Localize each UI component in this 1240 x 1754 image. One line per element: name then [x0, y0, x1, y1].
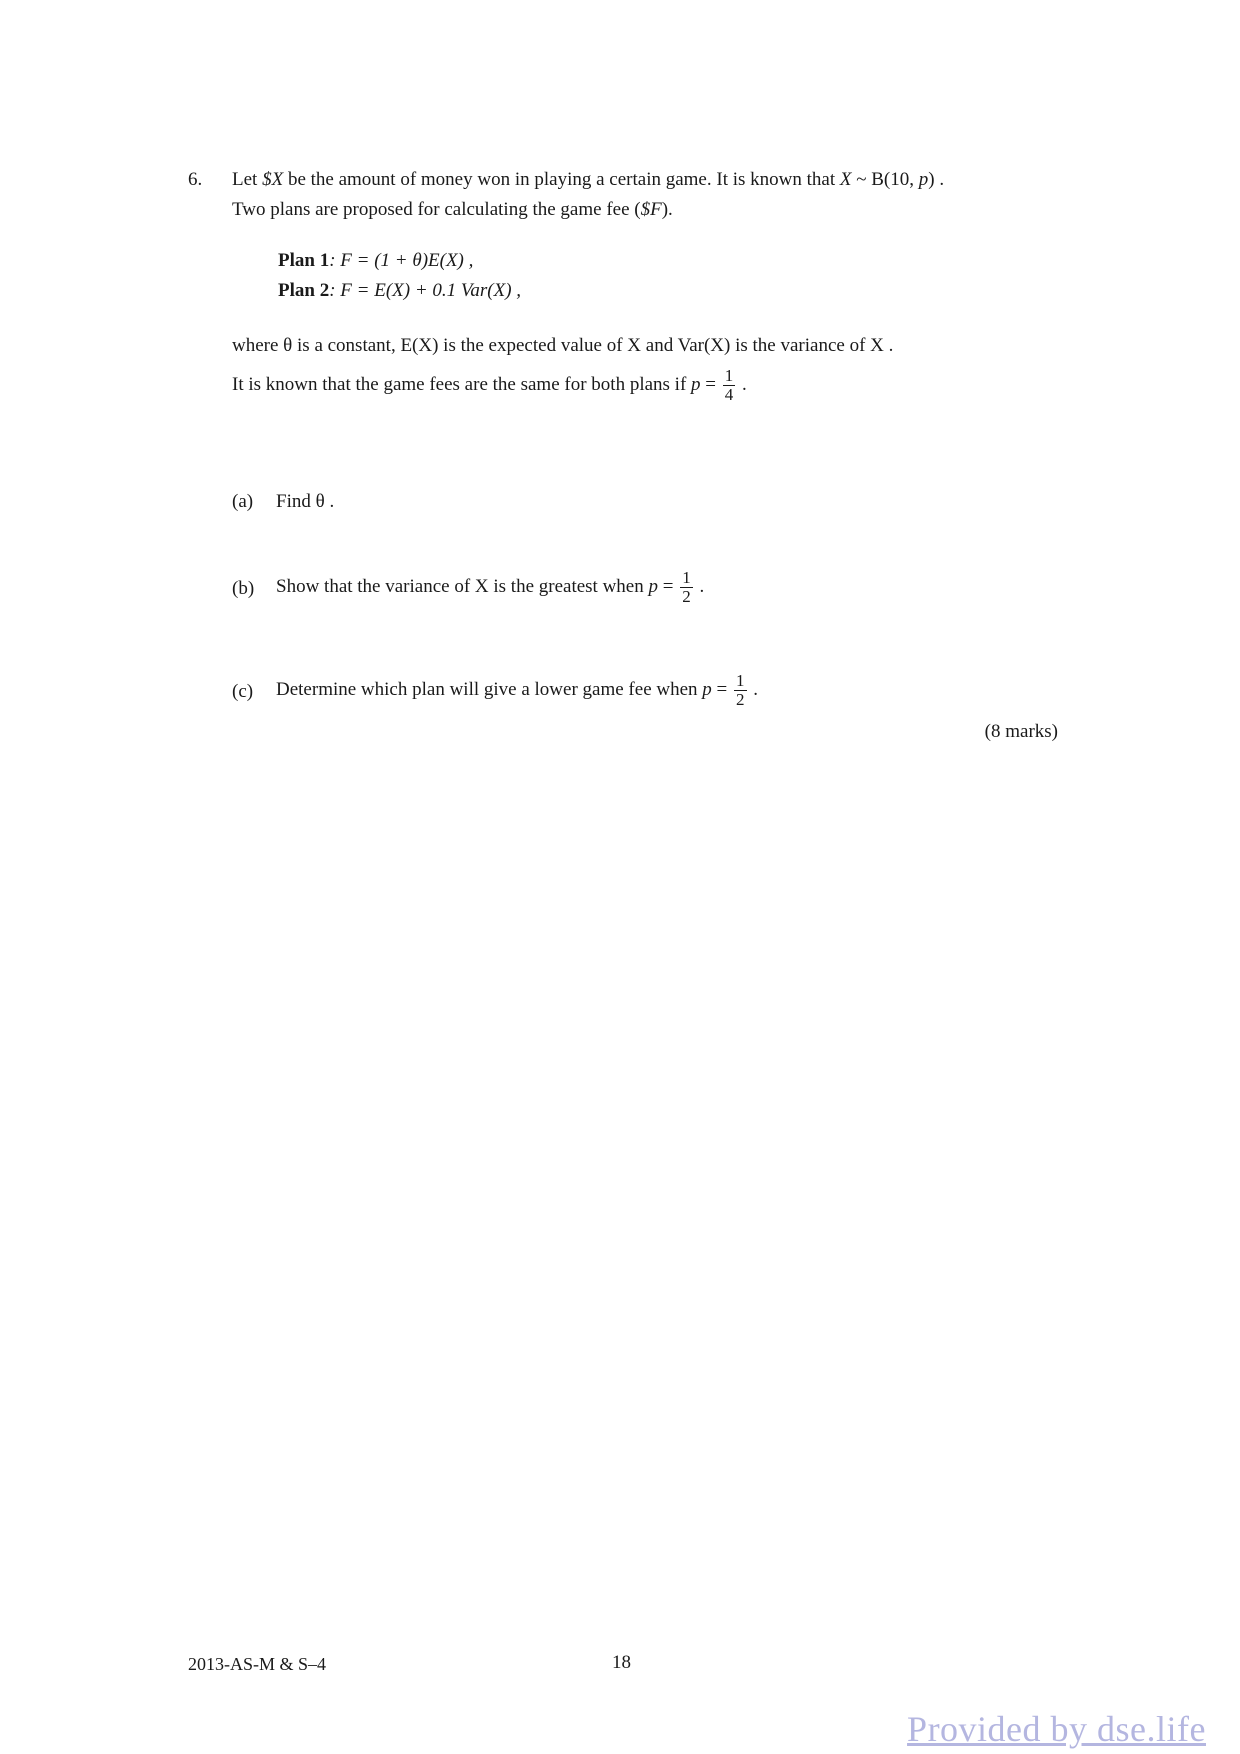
part-c-text: Determine which plan will give a lower game fee when p = $\frac{1}{2}$ . [276, 671, 759, 710]
fraction-one-half: $\frac{1}{2}$ [682, 568, 691, 607]
part-c-label: (c) [232, 681, 254, 702]
plan-2 [278, 279, 521, 303]
part-b-text: Show that the variance of X is the greatest when p = $\frac{1}{2}$ . [276, 568, 705, 607]
fraction-one-half: $\frac{1}{2}$ [736, 671, 745, 710]
watermark-link[interactable]: Provided by dse.life [907, 1709, 1206, 1749]
page-number: 18 [612, 1652, 631, 1673]
plan-1 [278, 249, 473, 273]
plan-1-formula: : F = (1 + θ)E(X) , [329, 250, 474, 271]
known-condition: It is known that the game fees are the same for both plans if p = $\frac{1}{4}$ . [232, 366, 747, 405]
fraction-one-quarter: $\frac{1}{4}$ [724, 366, 734, 405]
plan-2-label: Plan 2 [278, 280, 330, 301]
part-a-label: (a) [232, 491, 254, 512]
part-a-text: Find θ . [276, 491, 335, 512]
marks: (8 marks) [984, 721, 1058, 742]
question-intro-line2: Two plans are proposed for calculating the game fee ($F). [232, 199, 673, 220]
part-b-label: (b) [232, 578, 255, 599]
plan-1-label: Plan 1 [278, 250, 330, 271]
question-number: 6. [188, 169, 203, 190]
definitions-line: where θ is a constant, E(X) is the expected value of X and Var(X) is the variance of X . [232, 335, 894, 356]
plan-2-formula: : F = E(X) + 0.1 Var(X) , [329, 280, 522, 301]
question-intro: Let $X be the amount of money won in playing a certain game. It is known that X ~ B(10, p) . [232, 169, 945, 190]
paper-code: 2013-AS-M & S–4 [188, 1654, 327, 1674]
